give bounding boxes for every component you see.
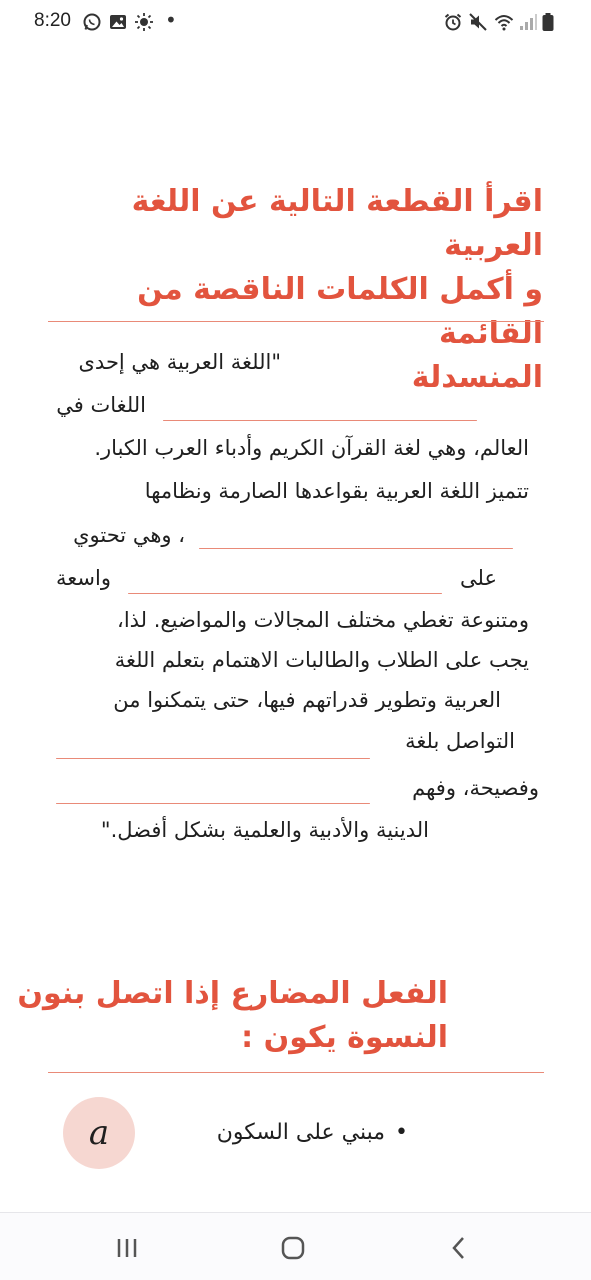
blank-dropdown-1[interactable] — [163, 420, 477, 421]
wifi-icon — [494, 12, 514, 32]
battery-icon — [541, 12, 555, 32]
passage-line: العالم، وهي لغة القرآن الكريم وأدباء العرب الكبار. — [94, 436, 529, 460]
notification-dot: • — [165, 8, 177, 32]
passage-line: تتميز اللغة العربية بقواعدها الصارمة ونظامها — [144, 479, 529, 503]
option-a-label[interactable] — [217, 1120, 408, 1145]
option-a-badge[interactable]: a — [63, 1097, 135, 1169]
passage-line: التواصل بلغة — [405, 729, 515, 753]
signal-icon — [518, 12, 538, 32]
blank-dropdown-3[interactable] — [128, 593, 442, 594]
blank-dropdown-5[interactable] — [56, 803, 370, 804]
brightness-icon — [134, 12, 154, 32]
bullet-icon: • — [395, 1120, 408, 1145]
divider — [48, 1072, 544, 1073]
question1-heading-line3: المنسدلة — [411, 360, 543, 395]
passage-line: الدينية والأدبية والعلمية بشكل أفضل." — [100, 818, 429, 842]
home-icon[interactable] — [278, 1233, 308, 1263]
passage-line: على — [460, 566, 497, 590]
passage-line: يجب على الطلاب والطالبات الاهتمام بتعلم اللغة — [114, 648, 529, 672]
image-icon — [108, 12, 128, 32]
back-icon[interactable] — [444, 1233, 474, 1263]
passage-line: اللغات في — [56, 393, 146, 417]
question2-heading — [8, 972, 448, 1060]
recent-apps-icon[interactable] — [112, 1233, 142, 1263]
question1-heading-line1: اقرأ القطعة التالية عن اللغة العربية — [131, 184, 543, 263]
question2-heading-line2: النسوة يكون : — [241, 1020, 448, 1055]
passage-line: وفصيحة، وفهم — [412, 776, 539, 800]
option-a-text: مبني على السكون — [216, 1120, 386, 1145]
passage-line: العربية وتطوير قدراتهم فيها، حتى يتمكنوا من — [113, 688, 501, 712]
passage-line: ، وهي تحتوي — [73, 523, 185, 547]
passage-line: واسعة — [56, 566, 111, 590]
question1-heading-line2: و أكمل الكلمات الناقصة من القائمة — [137, 272, 543, 351]
mute-icon — [468, 12, 488, 32]
alarm-icon — [443, 12, 463, 32]
passage-line: ومتنوعة تغطي مختلف المجالات والمواضيع. لذا، — [117, 608, 529, 632]
passage-line: "اللغة العربية هي إحدى — [78, 350, 281, 374]
whatsapp-icon — [82, 12, 102, 32]
blank-dropdown-4[interactable] — [56, 758, 370, 759]
navigation-bar — [0, 1212, 591, 1280]
status-bar — [0, 0, 591, 46]
blank-dropdown-2[interactable] — [199, 548, 513, 549]
divider — [48, 321, 544, 322]
status-time: 8:20 — [34, 10, 71, 31]
question2-heading-line1: الفعل المضارع إذا اتصل بنون — [17, 976, 448, 1011]
